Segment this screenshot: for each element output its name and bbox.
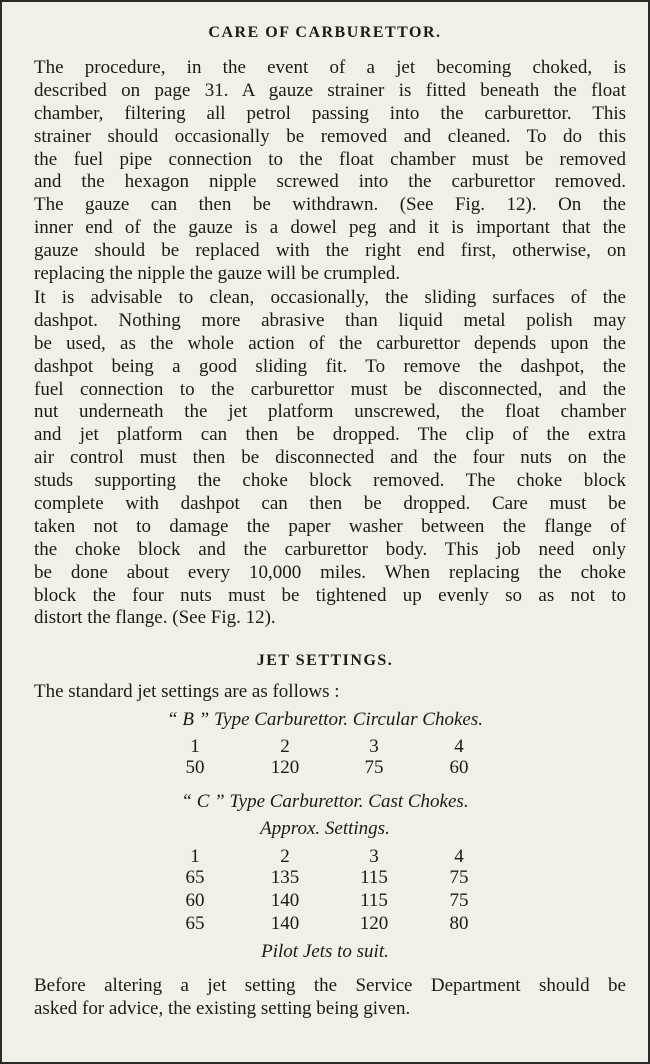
text-line: be done about every 10,000 miles. When replacing the choke [34, 561, 626, 583]
pilot-jets-note: Pilot Jets to suit. [261, 941, 389, 962]
c-type-value-row [0, 890, 650, 914]
column-number: 4 [454, 736, 464, 757]
c-type-value-row [0, 913, 650, 937]
column-number: 3 [369, 736, 379, 757]
text-line: It is advisable to clean, occasionally, the sliding surfaces of the [34, 287, 626, 308]
text-line: replacing the nipple the gauze will be crumpled. [34, 263, 401, 285]
b-type-value-row [0, 757, 650, 781]
text-line: taken not to damage the paper washer between the flange of [34, 515, 626, 537]
jet-value: 120 [270, 757, 300, 778]
jet-value: 140 [270, 913, 300, 934]
text-line: block the four nuts must be tightened up evenly so as not to [34, 584, 626, 606]
text-line: the fuel pipe connection to the float chamber must be removed [34, 148, 626, 170]
c-type-value-row [0, 867, 650, 891]
text-line: dashpot being a good sliding fit. To remove the dashpot, the [34, 355, 626, 377]
jet-value: 60 [185, 890, 205, 911]
text-line: dashpot. Nothing more abrasive than liquid metal polish may [34, 309, 626, 331]
jet-value: 120 [359, 913, 389, 934]
jet-value: 65 [185, 867, 205, 888]
paragraph-gauze-strainer [34, 57, 626, 286]
text-line: the choke block and the carburettor body. This job need only [34, 538, 626, 560]
text-line: The gauze can then be withdrawn. (See Fig. 12). On the [34, 194, 626, 216]
column-number: 4 [454, 846, 464, 867]
text-line: The procedure, in the event of a jet becoming choked, is [34, 57, 626, 78]
column-number: 2 [280, 846, 290, 867]
jet-value: 140 [270, 890, 300, 911]
jet-value: 60 [449, 757, 469, 778]
text-line: nut underneath the jet platform unscrewed, the float chamber [34, 401, 626, 423]
jet-value: 65 [185, 913, 205, 934]
text-line: be used, as the whole action of the carburettor depends upon the [34, 332, 626, 354]
text-line: chamber, filtering all petrol passing into the carburettor. This [34, 102, 626, 124]
c-type-title: “ C ” Type Carburettor. Cast Chokes. [181, 791, 469, 812]
text-line: strainer should occasionally be removed and cleaned. To do this [34, 125, 626, 147]
column-number: 2 [280, 736, 290, 757]
jet-value: 75 [364, 757, 384, 778]
jet-settings-intro [34, 681, 626, 704]
jet-value: 115 [360, 890, 388, 911]
section-heading-care: CARE OF CARBURETTOR. [208, 24, 442, 41]
jet-value: 115 [360, 867, 388, 888]
paragraph-dashpot [34, 287, 626, 630]
text-line: complete with dashpot can then be dropped. Care must be [34, 493, 626, 515]
text-line: and jet platform can then be dropped. The clip of the extra [34, 424, 626, 446]
jet-value: 135 [270, 867, 300, 888]
text-line: inner end of the gauze is a dowel peg and it is important that the [34, 217, 626, 239]
text-line: Before altering a jet setting the Service Department should be [34, 975, 626, 996]
c-type-subtitle: Approx. Settings. [260, 818, 390, 839]
jet-value: 75 [449, 890, 469, 911]
intro-line: The standard jet settings are as follows : [34, 681, 340, 702]
text-line: gauze should be replaced with the right end first, otherwise, on [34, 240, 626, 262]
column-number: 3 [369, 846, 379, 867]
paragraph-closing [34, 975, 626, 1021]
text-line: distort the flange. (See Fig. 12). [34, 607, 276, 629]
text-line: studs supporting the choke block removed. The choke block [34, 470, 626, 492]
column-number: 1 [190, 846, 200, 867]
text-line: and the hexagon nipple screwed into the carburettor removed. [34, 171, 626, 193]
text-line: fuel connection to the carburettor must be disconnected, and the [34, 378, 626, 400]
text-line: asked for advice, the existing setting being given. [34, 997, 411, 1019]
section-heading-jets: JET SETTINGS. [256, 652, 394, 669]
jet-value: 80 [449, 913, 469, 934]
jet-value: 50 [185, 757, 205, 778]
b-type-title: “ B ” Type Carburettor. Circular Chokes. [167, 709, 483, 730]
text-line: air control must then be disconnected and the four nuts on the [34, 447, 626, 469]
text-line: described on page 31. A gauze strainer is fitted beneath the float [34, 79, 626, 101]
column-number: 1 [190, 736, 200, 757]
jet-value: 75 [449, 867, 469, 888]
